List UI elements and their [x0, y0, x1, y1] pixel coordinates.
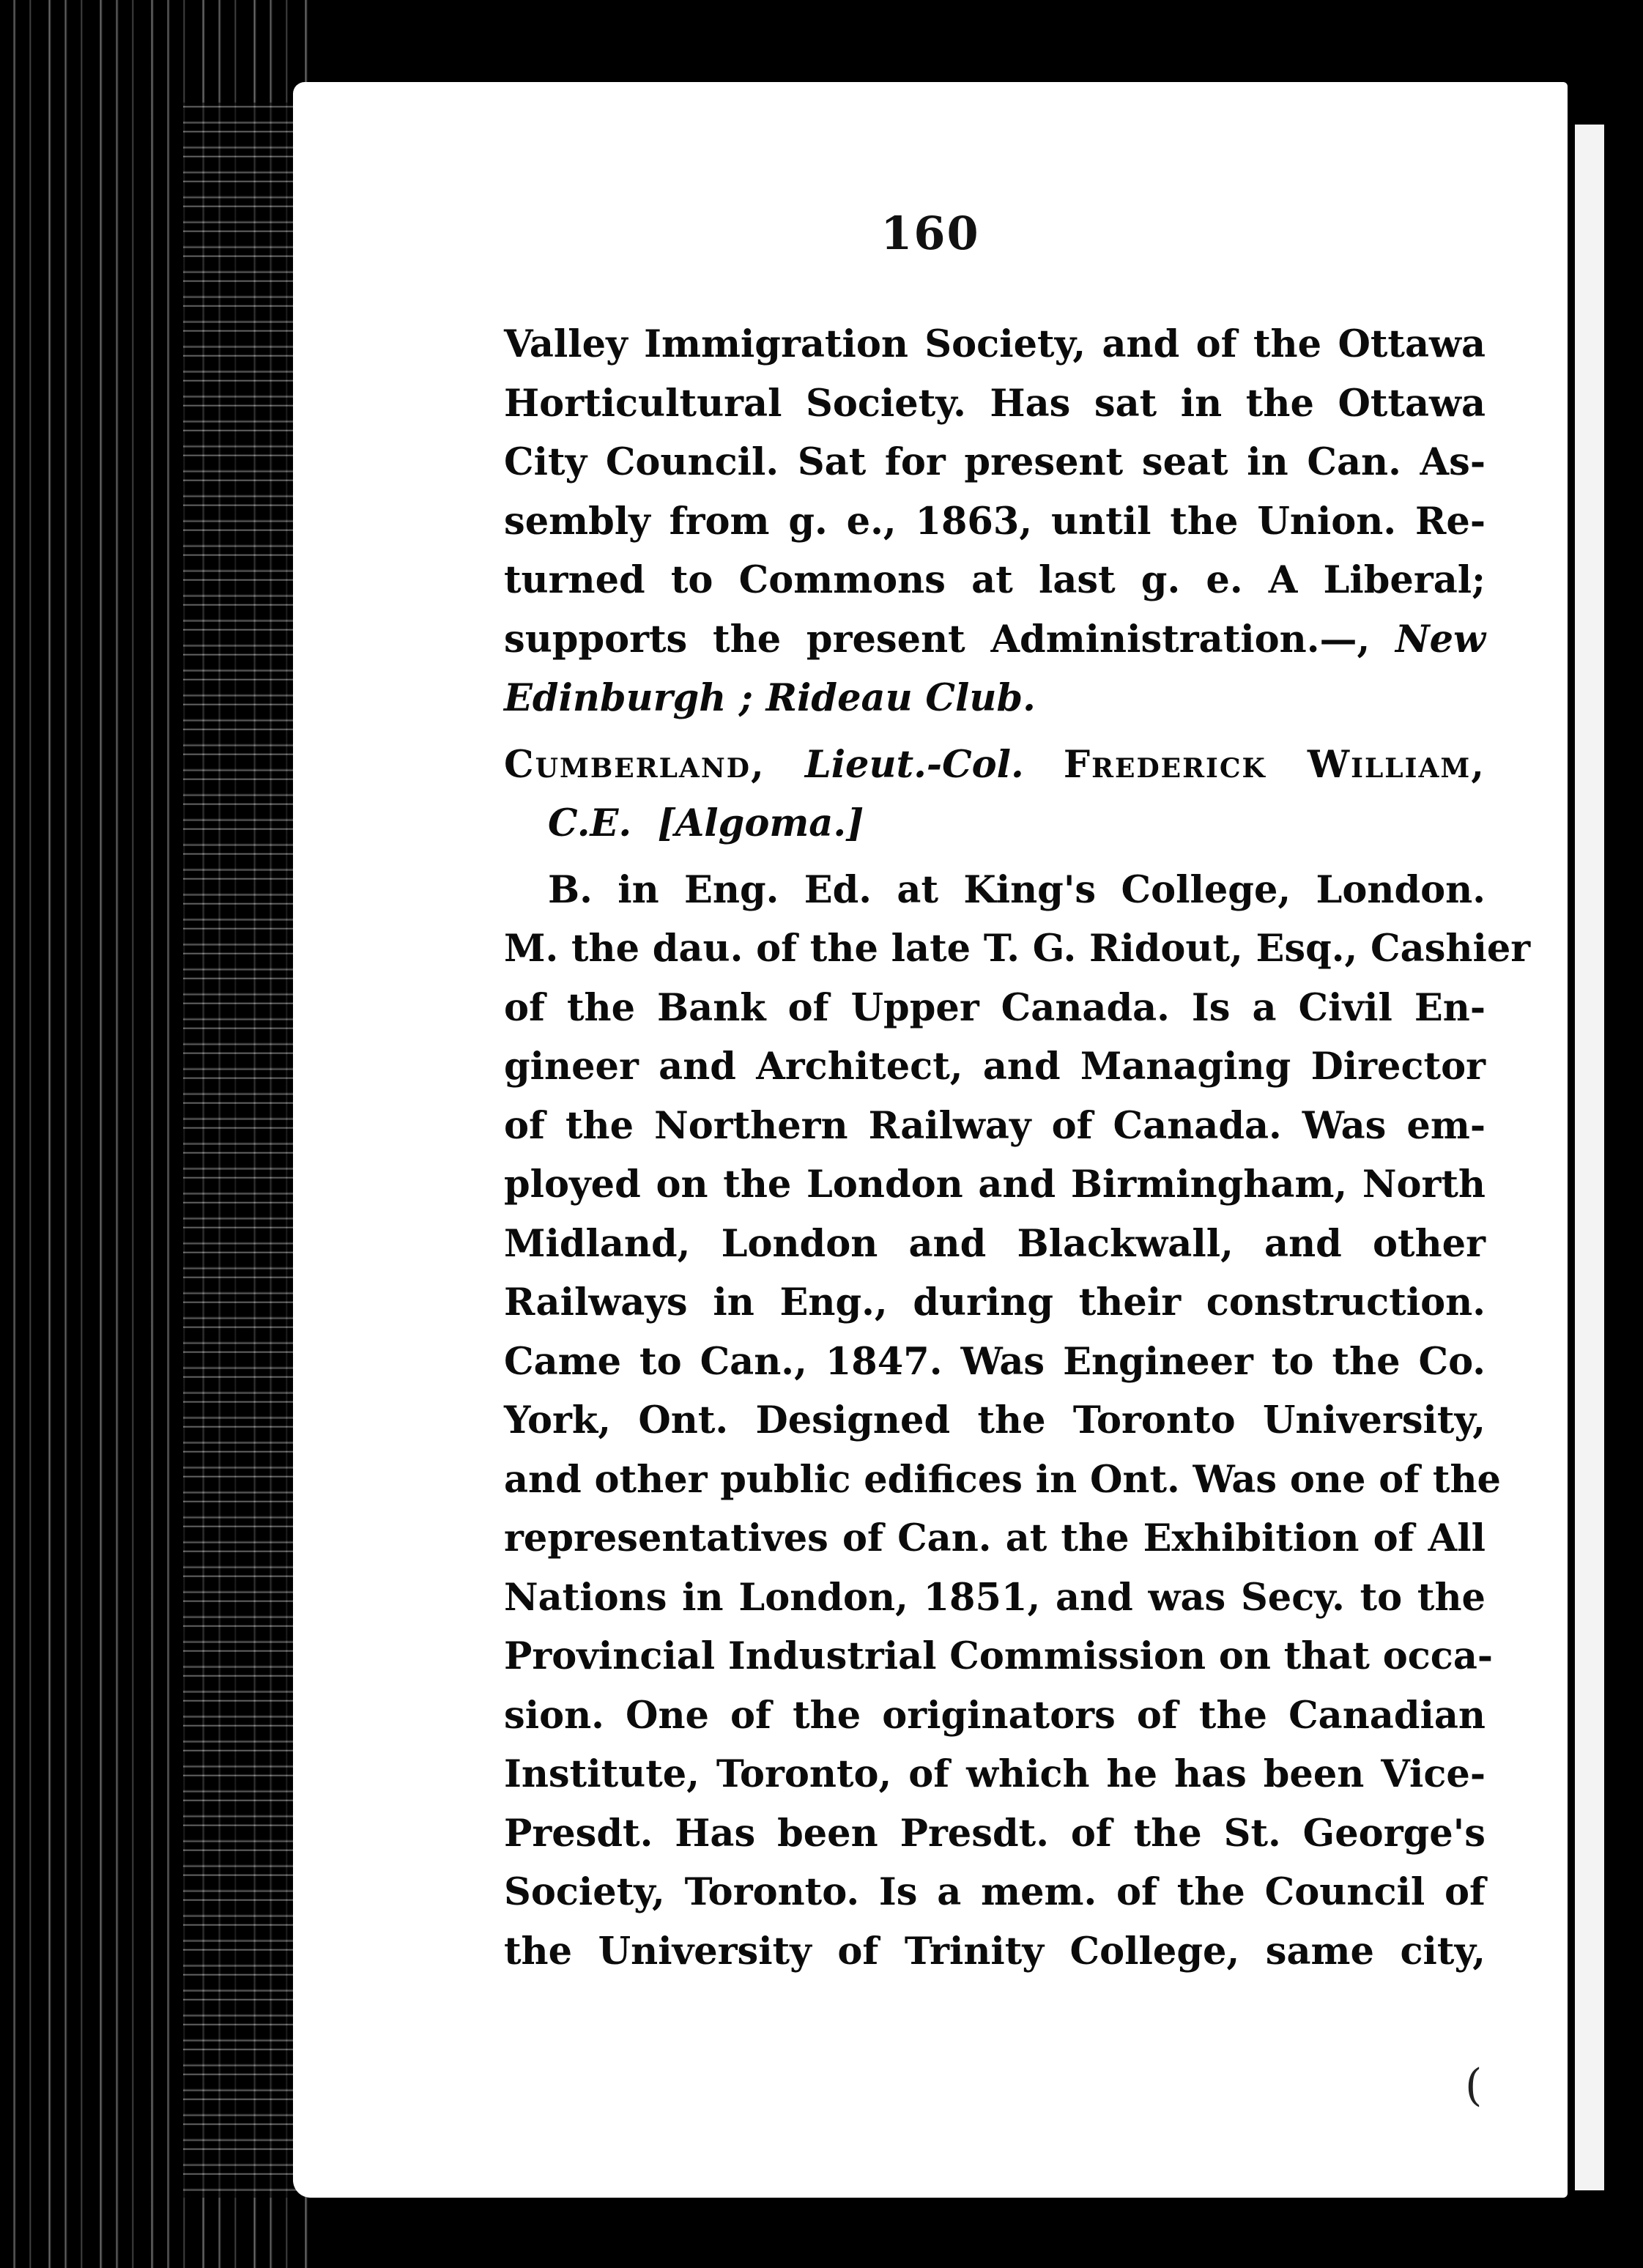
- page-right-edge: [1575, 125, 1604, 2190]
- text-line: and other public edifices in Ont. Was one of the: [504, 1457, 1501, 1502]
- text-line: of the Northern Railway of Canada. Was em-: [504, 1103, 1486, 1148]
- text-line: Institute, Toronto, of which he has been Vice-: [504, 1752, 1486, 1796]
- text-line: Midland, London and Blackwall, and other: [504, 1221, 1486, 1266]
- text-line: Presdt. Has been Presdt. of the St. George's: [504, 1811, 1486, 1856]
- text-line: Nations in London, 1851, and was Secy. to the: [504, 1575, 1486, 1620]
- page-body-text: [504, 315, 1531, 1981]
- book-binding-noise: [183, 103, 300, 2198]
- entry-given-names: Frederick William,: [1063, 742, 1486, 787]
- entry-heading: [504, 735, 1486, 795]
- text-line: of the Bank of Upper Canada. Is a Civil En-: [504, 985, 1486, 1030]
- entry-surname: Cumberland,: [504, 742, 765, 787]
- entry-suffix: C.E.: [548, 801, 632, 845]
- text-line: Provincial Industrial Commission on that occa-: [504, 1634, 1494, 1678]
- text-line-with-italic: [504, 610, 1486, 670]
- text-segment: supports the present Administration.—,: [504, 617, 1371, 662]
- text-line: Railways in Eng., during their construction.: [504, 1281, 1486, 1324]
- text-line: Society, Toronto. Is a mem. of the Council of: [504, 1870, 1486, 1914]
- book-page: [293, 82, 1568, 2198]
- text-line: gineer and Architect, and Managing Director: [504, 1045, 1486, 1089]
- page-number: 160: [880, 207, 980, 260]
- text-line: York, Ont. Designed the Toronto University,: [504, 1398, 1486, 1442]
- entry-rank: Lieut.-Col.: [804, 742, 1024, 787]
- stray-scan-mark: (: [1465, 2060, 1483, 2111]
- entry-heading-line-2: [504, 794, 1486, 853]
- text-line: sembly from g. e., 1863, until the Union. Re-: [504, 499, 1486, 544]
- club-line: Edinburgh ; Rideau Club.: [504, 676, 1036, 720]
- text-line: the University of Trinity College, same city,: [504, 1929, 1486, 1974]
- entry-constituency: [Algoma.]: [657, 801, 864, 845]
- text-line: M. the dau. of the late T. G. Ridout, Esq., Cashier: [504, 927, 1531, 971]
- text-line: ployed on the London and Birmingham, North: [504, 1163, 1486, 1207]
- text-line: Came to Can., 1847. Was Engineer to the Co.: [504, 1339, 1486, 1384]
- text-line: City Council. Sat for present seat in Can. As-: [504, 440, 1486, 484]
- text-line: turned to Commons at last g. e. A Liberal;: [504, 558, 1486, 602]
- text-line: Valley Immigration Society, and of the Ottawa: [504, 322, 1486, 366]
- text-line: Horticultural Society. Has sat in the Ottawa: [504, 381, 1486, 426]
- italic-place: New: [1395, 617, 1486, 662]
- text-line: sion. One of the originators of the Canadian: [504, 1693, 1486, 1738]
- text-line: representatives of Can. at the Exhibition of All: [504, 1516, 1486, 1560]
- text-line: B. in Eng. Ed. at King's College, London.: [548, 867, 1486, 912]
